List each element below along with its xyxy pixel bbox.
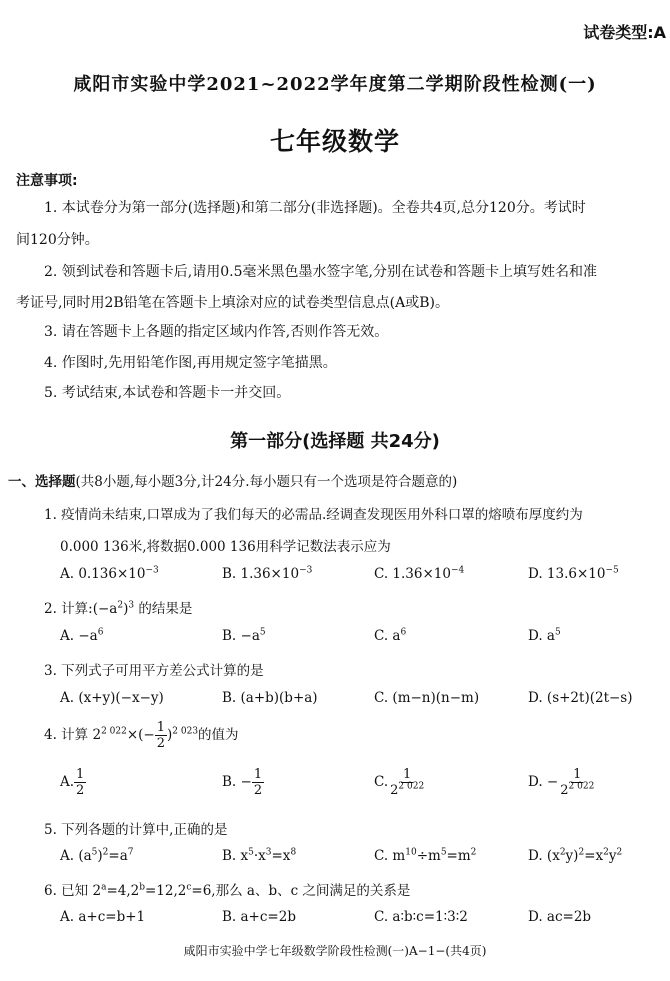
q2-option-d: D. $a^5$ [528,627,561,644]
q4-option-d: D. − $\frac{1}{2^{2 022}}$ [528,767,595,798]
q1-option-b: B. $1.36\times 10^{-3}$ [222,565,313,582]
note-3: 3. 请在答题卡上各题的指定区域内作答,否则作答无效。 [44,324,389,340]
section-heading [8,470,457,490]
q2-option-a: A. $-a^6$ [60,627,104,644]
q6-option-d: D. ac=2b [528,909,592,925]
q4-option-b: B. − $\frac{1}{2}$ [222,767,263,798]
q4-option-c: C. $\frac{1}{2^{2 022}}$ [374,767,425,798]
subject-title: 七年级数学 [269,127,400,156]
q1-option-a: A. $0.136\times 10^{-3}$ [60,565,159,582]
q3-option-d: D. (s+2t)(2t−s) [528,690,633,706]
q5-stem: 5. 下列各题的计算中,正确的是 [44,822,228,838]
q2-option-c: C. $a^6$ [374,627,407,644]
q6-stem: 6. 已知 $2^a=4,2^b=12,2^c=6$,那么 a、b、c 之间满足的关系是 [44,882,411,899]
section-label: 一、选择题 [8,474,76,490]
q1-stem-line-2: 0.000 136米,将数据0.000 136用科学记数法表示应为 [60,539,391,555]
q1-option-c: C. $1.36\times 10^{-4}$ [374,565,465,582]
q4-stem: 4. 计算 $2^{2 022}\times(-$ $\frac{1}{2}$ )$^{2 023}$的值为 [44,720,239,751]
q5-option-d: D. $(x^2y)^2=x^2y^2$ [528,847,623,864]
q2-option-b: B. $-a^5$ [222,627,266,644]
q4-stem-fraction: $\frac{1}{2}$ [156,720,165,751]
q3-option-b: B. (a+b)(b+a) [222,690,318,706]
q5-option-c: C. $m^{10}\div m^5=m^2$ [374,847,477,864]
q2-stem: 2. 计算$:(-a^2)^3$ 的结果是 [44,600,193,617]
note-1-line-1: 1. 本试卷分为第一部分(选择题)和第二部分(非选择题)。全卷共4页,总分120分。考试时 [44,200,586,216]
page-footer: 咸阳市实验中学七年级数学阶段性检测(一)A−1−(共4页) [183,944,487,958]
note-4: 4. 作图时,先用铅笔作图,再用规定签字笔描黑。 [44,355,337,371]
q6-option-a: A. a+c=b+1 [60,909,146,925]
exam-title: 咸阳市实验中学2021~2022学年度第二学期阶段性检测(一) [73,74,597,95]
q3-stem: 3. 下列式子可用平方差公式计算的是 [44,663,264,679]
note-2-line-2: 考证号,同时用2B铅笔在答题卡上填涂对应的试卷类型信息点(A或B)。 [16,295,449,311]
note-5: 5. 考试结束,本试卷和答题卡一并交回。 [44,385,291,401]
section-description: (共8小题,每小题3分,计24分.每小题只有一个选项是符合题意的) [75,474,458,490]
part-1-title: 第一部分(选择题 共24分) [230,431,440,452]
note-1-line-2: 间120分钟。 [16,232,99,248]
note-2-line-1: 2. 领到试卷和答题卡后,请用0.5毫米黑色墨水签字笔,分别在试卷和答题卡上填写姓名和准 [44,264,597,280]
q6-option-c: C. a∶b∶c=1∶3∶2 [374,909,468,925]
paper-type-label: 试卷类型:A [583,23,666,42]
q4-option-a: A. $\frac{1}{2}$ [60,767,85,798]
q3-option-a: A. (x+y)(−x−y) [60,690,164,706]
q6-option-b: B. a+c=2b [222,909,296,925]
notes-title: 注意事项: [16,173,78,189]
q3-option-c: C. (m−n)(n−m) [374,690,480,706]
q5-option-b: B. $x^5\cdot x^3=x^8$ [222,847,297,864]
q1-option-d: D. $13.6\times 10^{-5}$ [528,565,619,582]
q5-option-a: A. $(a^5)^2=a^7$ [60,847,134,864]
q1-stem-line-1: 1. 疫情尚未结束,口罩成为了我们每天的必需品.经调查发现医用外科口罩的熔喷布厚度约为 [44,507,583,523]
